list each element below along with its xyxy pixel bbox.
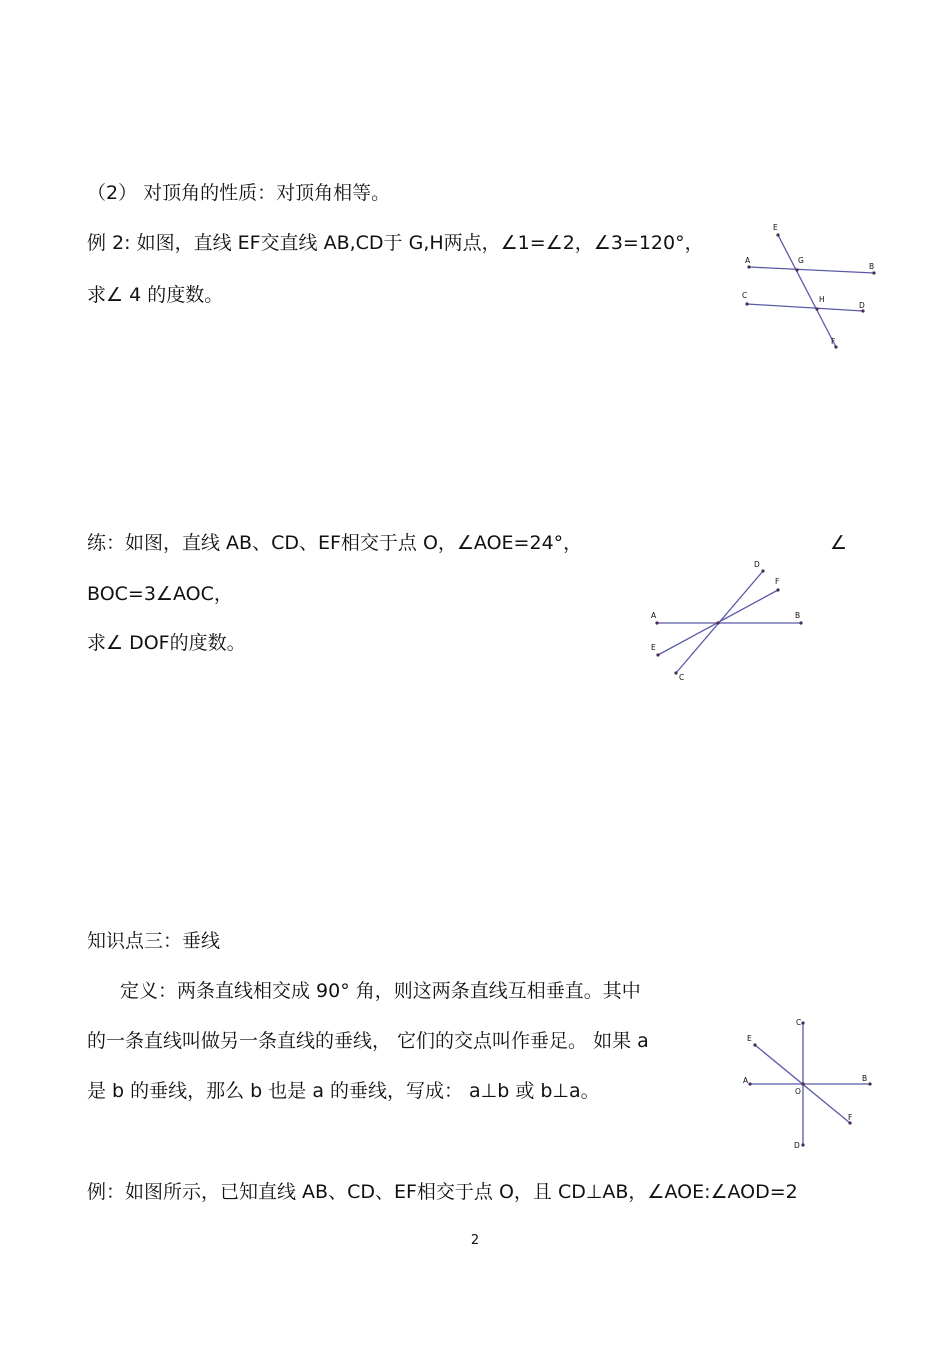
figure-intersecting-lines [645,558,815,683]
practice-question: 求∠ DOF的度数。 [87,632,246,654]
line-ab [749,267,874,273]
label-a: A [651,611,657,620]
point-a [655,621,658,624]
point-c [674,671,677,674]
label-a: A [743,1076,749,1085]
label-b: B [795,611,801,620]
definition-line-3: 是 b 的垂线，那么 b 也是 a 的垂线，写成： a⊥b 或 b⊥a。 [87,1080,600,1102]
practice-line: 练：如图，直线 AB、CD、EF相交于点 O，∠AOE=24°， [87,532,583,554]
label-c: C [742,291,748,300]
point-o [716,621,719,624]
label-e: E [747,1034,752,1043]
label-f: F [775,577,780,586]
label-o: O [795,1087,801,1096]
line-ef [778,235,836,347]
point-g [795,268,798,271]
point-h [815,307,818,310]
example2-line: 例 2: 如图，直线 EF交直线 AB,CD于 G,H两点，∠1=∠2，∠3=120°， [87,232,704,254]
point-f [776,588,779,591]
label-b: B [862,1074,868,1083]
figure-perpendicular-lines [738,1015,878,1153]
label-b: B [869,262,875,271]
point-c [801,1021,804,1024]
example-line: 例：如图所示，已知直线 AB、CD、EF相交于点 O，且 CD⊥AB，∠AOE:∠AOD=2 [87,1181,798,1203]
label-f: F [831,337,836,346]
point-c [745,302,748,305]
example2-question: 求∠ 4 的度数。 [87,284,224,306]
line-cd [747,304,863,311]
label-a: A [745,256,751,265]
section-heading: 知识点三：垂线 [87,930,221,952]
point-b [799,621,802,624]
point-b [872,271,875,274]
label-h: H [819,295,825,304]
practice-condition: BOC=3∠AOC， [87,583,233,605]
point-o [801,1082,804,1085]
label-c: C [796,1018,802,1027]
page-number: 2 [470,1233,480,1248]
point-e [753,1043,756,1046]
definition-line-2: 的一条直线叫做另一条直线的垂线， 它们的交点叫作垂足。 如果 a [87,1030,649,1052]
point-d [801,1143,804,1146]
point-e [776,233,779,236]
label-d: D [754,560,760,569]
property-line: （2） 对顶角的性质：对顶角相等。 [87,182,391,204]
label-d: D [859,301,865,310]
label-d: D [794,1141,800,1150]
figure-parallel-lines [735,220,885,355]
label-e: E [651,643,656,652]
point-d [761,569,764,572]
label-c: C [679,673,685,682]
point-e [656,653,659,656]
label-g: G [798,256,804,265]
label-e: E [773,223,778,232]
label-f: F [848,1113,853,1122]
definition-line-1: 定义：两条直线相交成 90° 角，则这两条直线互相垂直。其中 [120,980,641,1002]
point-b [868,1082,871,1085]
point-a [747,265,750,268]
point-a [748,1082,751,1085]
practice-angle-sign: ∠ [830,532,848,554]
